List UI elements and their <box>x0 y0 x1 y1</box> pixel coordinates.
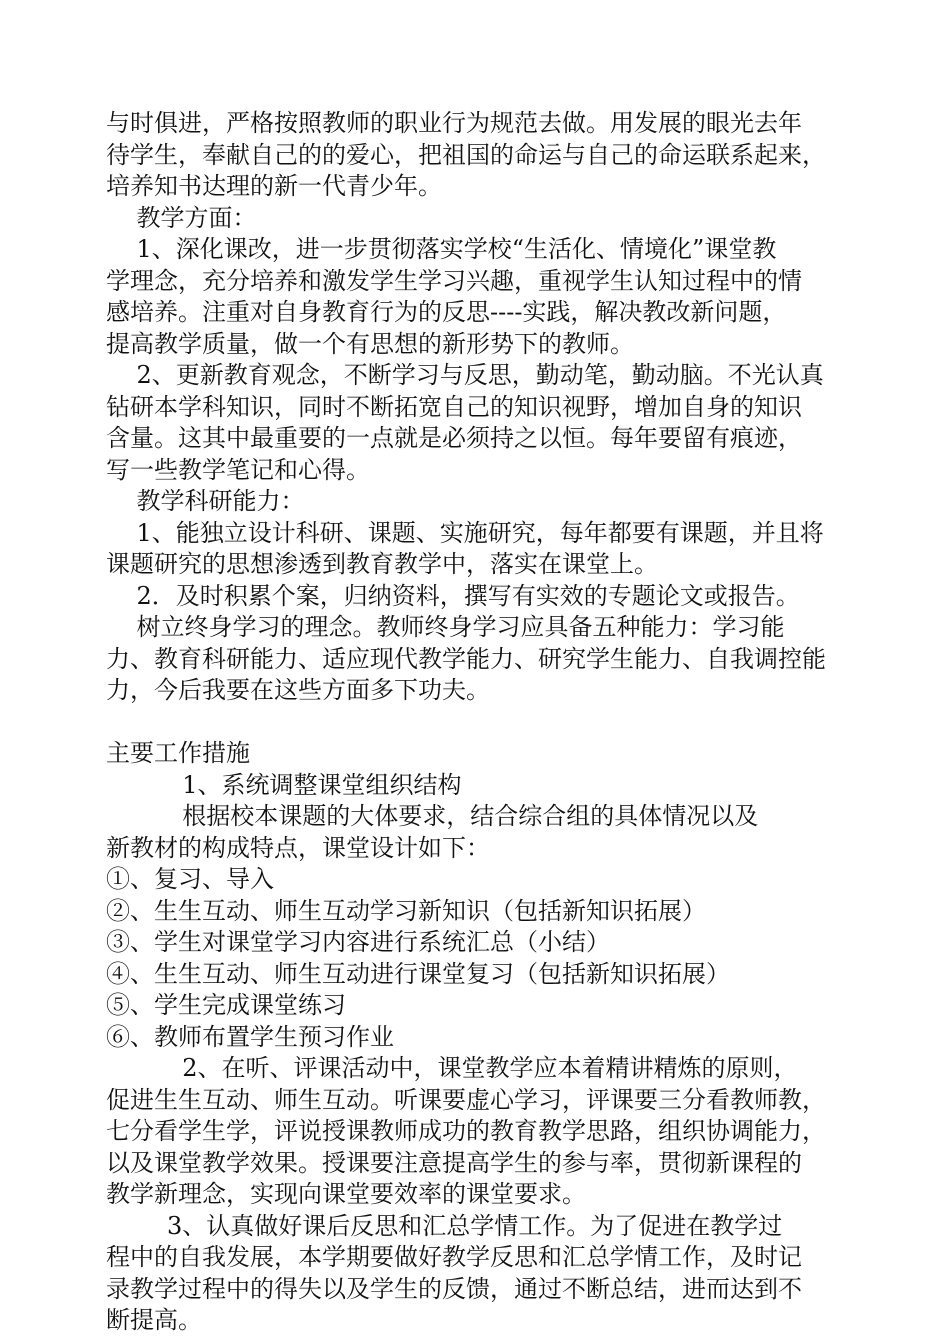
text-line: 与时俱进，严格按照教师的职业行为规范去做。用发展的眼光去年 <box>106 109 802 137</box>
text-line: 钻研本学科知识，同时不断拓宽自己的知识视野，增加自身的知识 <box>106 392 802 421</box>
list-item: ⑥、教师布置学生预习作业 <box>106 1022 394 1051</box>
text-line: 树立终身学习的理念。教师终身学习应具备五种能力：学习能 <box>106 613 785 641</box>
document-page <box>106 108 854 1337</box>
text-line: 学理念，充分培养和激发学生学习兴趣，重视学生认知过程中的情 <box>106 266 802 295</box>
text-line: 1、深化课改，进一步贯彻落实学校“生活化、情境化”课堂教 <box>106 235 777 263</box>
text-line: 3、认真做好课后反思和汇总学情工作。为了促进在教学过 <box>106 1211 783 1240</box>
text-line: 2、在听、评课活动中，课堂教学应本着精讲精炼的原则， <box>106 1054 798 1082</box>
text-line: 程中的自我发展，本学期要做好教学反思和汇总学情工作，及时记 <box>106 1243 802 1271</box>
text-line: 2、更新教育观念，不断学习与反思，勤动笔，勤动脑。不光认真 <box>106 361 824 389</box>
text-line: 1、能独立设计科研、课题、实施研究，每年都要有课题，并且将 <box>106 518 824 547</box>
text-line: 七分看学生学，评说授课教师成功的教育教学思路，组织协调能力， <box>106 1117 826 1145</box>
list-item: ④、生生互动、师生互动进行课堂复习（包括新知识拓展） <box>106 959 730 988</box>
text-line: 2．及时积累个案，归纳资料，撰写有实效的专题论文或报告。 <box>106 581 800 610</box>
text-line: 1、系统调整课堂组织结构 <box>106 770 462 799</box>
text-line: 录教学过程中的得失以及学生的反馈，通过不断总结，进而达到不 <box>106 1274 802 1303</box>
list-item: ②、生生互动、师生互动学习新知识（包括新知识拓展） <box>106 896 706 925</box>
text-line: 促进生生互动、师生互动。听课要虚心学习，评课要三分看教师教， <box>106 1085 826 1114</box>
section-heading-teaching: 教学方面： <box>106 203 257 232</box>
list-item: ③、学生对课堂学习内容进行系统汇总（小结） <box>106 928 610 956</box>
blank-line <box>106 707 854 739</box>
text-line: 力、教育科研能力、适应现代教学能力、研究学生能力、自我调控能 <box>106 644 826 673</box>
list-item: ①、复习、导入 <box>106 865 274 893</box>
text-line: 提高教学质量，做一个有思想的新形势下的教师。 <box>106 329 634 358</box>
text-line: 感培养。注重对自身教育行为的反思----实践，解决教改新问题， <box>106 298 787 326</box>
list-item: ⑤、学生完成课堂练习 <box>106 991 346 1019</box>
text-line: 待学生，奉献自己的的爱心，把祖国的命运与自己的命运联系起来， <box>106 140 826 169</box>
section-heading-research: 教学科研能力： <box>106 487 305 515</box>
text-line: 力，今后我要在这些方面多下功夫。 <box>106 676 490 704</box>
text-line: 课题研究的思想渗透到教育教学中，落实在课堂上。 <box>106 550 658 578</box>
text-line: 含量。这其中最重要的一点就是必须持之以恒。每年要留有痕迹， <box>106 424 802 452</box>
text-line: 以及课堂教学效果。授课要注意提高学生的参与率，贯彻新课程的 <box>106 1148 802 1177</box>
text-line: 断提高。 <box>106 1306 202 1334</box>
section-heading-measures: 主要工作措施 <box>106 739 250 767</box>
text-line: 培养知书达理的新一代青少年。 <box>106 172 442 200</box>
text-line: 新教材的构成特点，课堂设计如下： <box>106 833 490 862</box>
text-line: 根据校本课题的大体要求，结合综合组的具体情况以及 <box>106 802 759 830</box>
text-line: 教学新理念，实现向课堂要效率的课堂要求。 <box>106 1180 586 1208</box>
text-line: 写一些教学笔记和心得。 <box>106 455 370 484</box>
